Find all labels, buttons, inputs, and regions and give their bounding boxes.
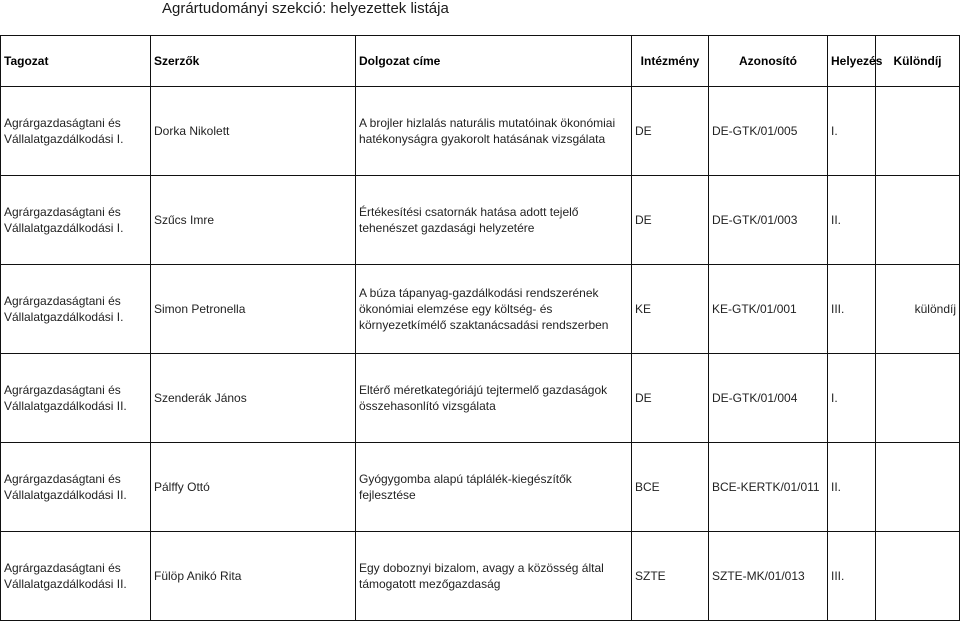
cell-title: Gyógygomba alapú táplálék-kiegészítők fejlesztése [356,443,632,532]
cell-special [876,354,960,443]
cell-code: KE-GTK/01/001 [709,265,828,354]
cell-institution: DE [632,87,709,176]
column-header-special: Különdíj [876,36,960,87]
cell-section: Agrárgazdaságtani és Vállalatgazdálkodási I. [1,265,151,354]
cell-placement: II. [828,176,876,265]
cell-placement: I. [828,354,876,443]
table-row [1,354,960,443]
cell-special [876,176,960,265]
cell-title: Eltérő méretkategóriájú tejtermelő gazdaságok összehasonlító vizsgálata [356,354,632,443]
cell-title: A brojler hizlalás naturális mutatóinak ökonómiai hatékonyságra gyakorolt hatásának vizsgálata [356,87,632,176]
cell-institution: SZTE [632,532,709,621]
cell-placement: II. [828,443,876,532]
cell-code: SZTE-MK/01/013 [709,532,828,621]
cell-section: Agrárgazdaságtani és Vállalatgazdálkodási I. [1,176,151,265]
cell-special: különdíj [876,265,960,354]
cell-authors: Szűcs Imre [151,176,356,265]
column-header-authors: Szerzők [151,36,356,87]
cell-code: DE-GTK/01/005 [709,87,828,176]
cell-placement: III. [828,265,876,354]
cell-authors: Pálffy Ottó [151,443,356,532]
cell-special [876,532,960,621]
column-header-code: Azonosító [709,36,828,87]
table-row [1,87,960,176]
results-table [0,35,960,621]
cell-code: DE-GTK/01/003 [709,176,828,265]
cell-institution: DE [632,176,709,265]
cell-placement: III. [828,532,876,621]
cell-section: Agrárgazdaságtani és Vállalatgazdálkodási II. [1,443,151,532]
column-header-section: Tagozat [1,36,151,87]
column-header-placement: Helyezés [828,36,876,87]
column-header-title: Dolgozat címe [356,36,632,87]
page-title: Agrártudományi szekció: helyezettek listája [162,0,449,17]
cell-institution: KE [632,265,709,354]
cell-special [876,87,960,176]
table-header-row [1,36,960,87]
cell-title: A búza tápanyag-gazdálkodási rendszerének ökonómiai elemzése egy költség- és környezetkímélő szaktanácsadási rendszerben [356,265,632,354]
cell-authors: Szenderák János [151,354,356,443]
cell-authors: Fülöp Anikó Rita [151,532,356,621]
table-row [1,265,960,354]
cell-institution: BCE [632,443,709,532]
cell-section: Agrárgazdaságtani és Vállalatgazdálkodási I. [1,87,151,176]
cell-title: Egy doboznyi bizalom, avagy a közösség által támogatott mezőgazdaság [356,532,632,621]
cell-institution: DE [632,354,709,443]
column-header-institution: Intézmény [632,36,709,87]
cell-section: Agrárgazdaságtani és Vállalatgazdálkodási II. [1,532,151,621]
table-row [1,532,960,621]
cell-code: BCE-KERTK/01/011 [709,443,828,532]
table-row [1,443,960,532]
cell-title: Értékesítési csatornák hatása adott tejelő tehenészet gazdasági helyzetére [356,176,632,265]
cell-authors: Dorka Nikolett [151,87,356,176]
cell-special [876,443,960,532]
cell-placement: I. [828,87,876,176]
cell-code: DE-GTK/01/004 [709,354,828,443]
table-row [1,176,960,265]
cell-authors: Simon Petronella [151,265,356,354]
cell-section: Agrárgazdaságtani és Vállalatgazdálkodási II. [1,354,151,443]
